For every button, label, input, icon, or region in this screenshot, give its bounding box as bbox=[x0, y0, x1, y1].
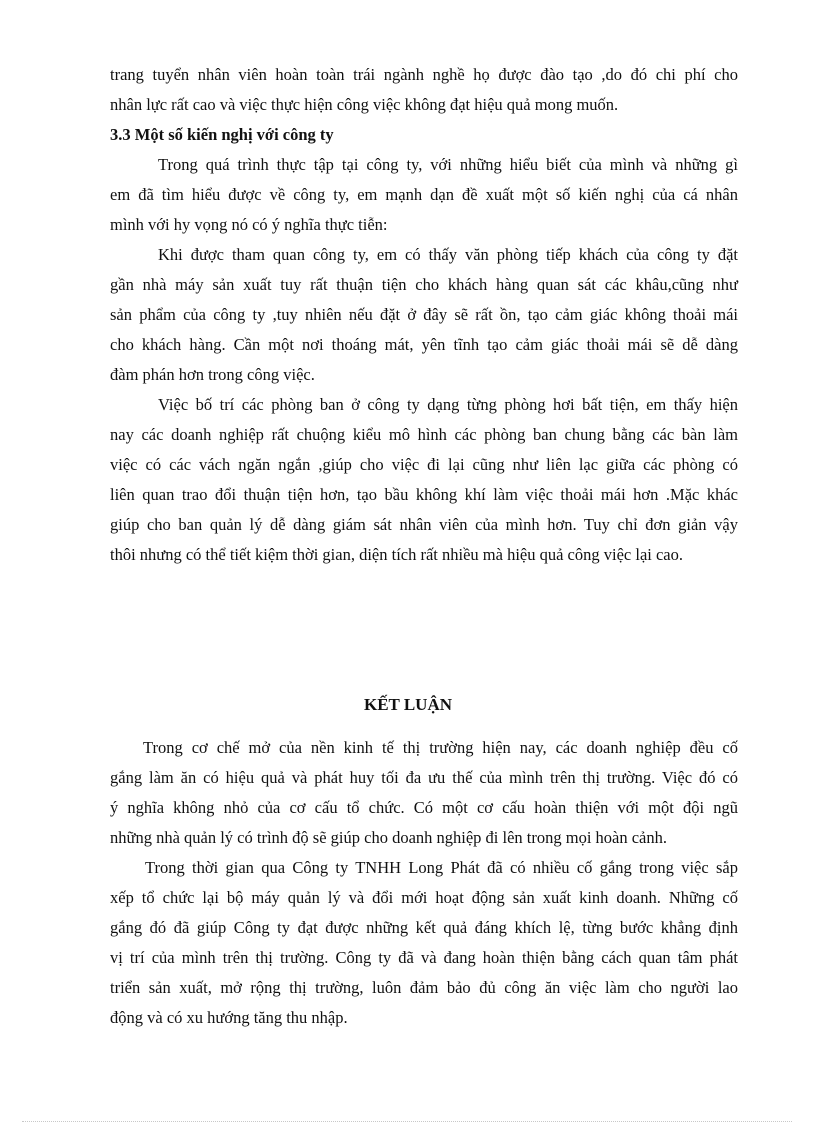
paragraph-line: thôi nhưng có thể tiết kiệm thời gian, diện tích rất nhiều mà hiệu quả công việc lại cao. bbox=[110, 545, 684, 564]
paragraph-line: gắng đó đã giúp Công ty đạt được những kết quả đáng khích lệ, từng bước khẳng định bbox=[110, 918, 738, 937]
section-heading: 3.3 Một số kiến nghị với công ty bbox=[110, 125, 334, 144]
paragraph-line: em đã tìm hiểu được về công ty, em mạnh dạn đề xuất một số kiến nghị của cá nhân bbox=[110, 185, 738, 204]
paragraph-line: ý nghĩa không nhỏ của cơ cấu tổ chức. Có một cơ cấu hoàn thiện với một đội ngũ bbox=[110, 798, 738, 817]
paragraph-line: nhân lực rất cao và việc thực hiện công việc không đạt hiệu quả mong muốn. bbox=[110, 95, 619, 114]
paragraph-line: gắng làm ăn có hiệu quả và phát huy tối đa ưu thế của mình trên thị trường. Việc đó có bbox=[110, 768, 738, 787]
paragraph-line: cho khách hàng. Cần một nơi thoáng mát, yên tĩnh tạo cảm giác thoải mái sẽ dễ dàng bbox=[110, 335, 738, 354]
page-bottom-rule bbox=[22, 1121, 792, 1122]
paragraph-line: Trong thời gian qua Công ty TNHH Long Phát đã có nhiều cố gắng trong việc sắp bbox=[145, 858, 738, 877]
paragraph-line: gần nhà máy sản xuất tuy rất thuận tiện cho khách hàng quan sát các khâu,cũng như bbox=[110, 275, 738, 294]
paragraph-line: Trong cơ chế mở của nền kinh tế thị trường hiện nay, các doanh nghiệp đều cố bbox=[143, 738, 738, 757]
paragraph-line: trang tuyển nhân viên hoàn toàn trái ngành nghề họ được đào tạo ,do đó chi phí cho bbox=[110, 65, 738, 84]
paragraph-line: đàm phán hơn trong công việc. bbox=[110, 365, 315, 384]
paragraph-line: việc có các vách ngăn ngắn ,giúp cho việc đi lại cũng như liên lạc giữa các phòng có bbox=[110, 455, 738, 474]
paragraph-line: liên quan trao đổi thuận tiện hơn, tạo bầu không khí làm việc thoải mái hơn .Mặc khác bbox=[110, 485, 738, 504]
paragraph-line: mình với hy vọng nó có ý nghĩa thực tiễn: bbox=[110, 215, 388, 234]
paragraph-line: những nhà quản lý có trình độ sẽ giúp cho doanh nghiệp đi lên trong mọi hoàn cảnh. bbox=[110, 828, 668, 847]
paragraph-line: giúp cho ban quản lý dễ dàng giám sát nhân viên của mình hơn. Tuy chỉ đơn giản vậy bbox=[110, 515, 738, 534]
paragraph-line: vị trí của mình trên thị trường. Công ty đã và đang hoàn thiện bằng cách quan tâm phát bbox=[110, 948, 738, 967]
paragraph-line: triển sản xuất, mở rộng thị trường, luôn đảm bảo đủ công ăn việc làm cho người lao bbox=[110, 978, 738, 997]
paragraph-line: Việc bố trí các phòng ban ở công ty dạng từng phòng hơi bất tiện, em thấy hiện bbox=[158, 395, 738, 414]
conclusion-title: KẾT LUẬN bbox=[363, 695, 452, 714]
paragraph-line: Khi được tham quan công ty, em có thấy văn phòng tiếp khách của công ty đặt bbox=[158, 245, 738, 264]
paragraph-line: Trong quá trình thực tập tại công ty, với những hiểu biết của mình và những gì bbox=[158, 155, 738, 174]
paragraph-line: xếp tổ chức lại bộ máy quản lý và đổi mới hoạt động sản xuất kinh doanh. Những cố bbox=[110, 888, 738, 907]
paragraph-line: nay các doanh nghiệp rất chuộng kiểu mô hình các phòng ban chung bằng các bàn làm bbox=[110, 425, 738, 444]
paragraph-line: sản phẩm của công ty ,tuy nhiên nếu đặt ở đây sẽ rất ồn, tạo cảm giác không thoải mái bbox=[110, 305, 738, 324]
paragraph-line: động và có xu hướng tăng thu nhập. bbox=[110, 1008, 348, 1027]
